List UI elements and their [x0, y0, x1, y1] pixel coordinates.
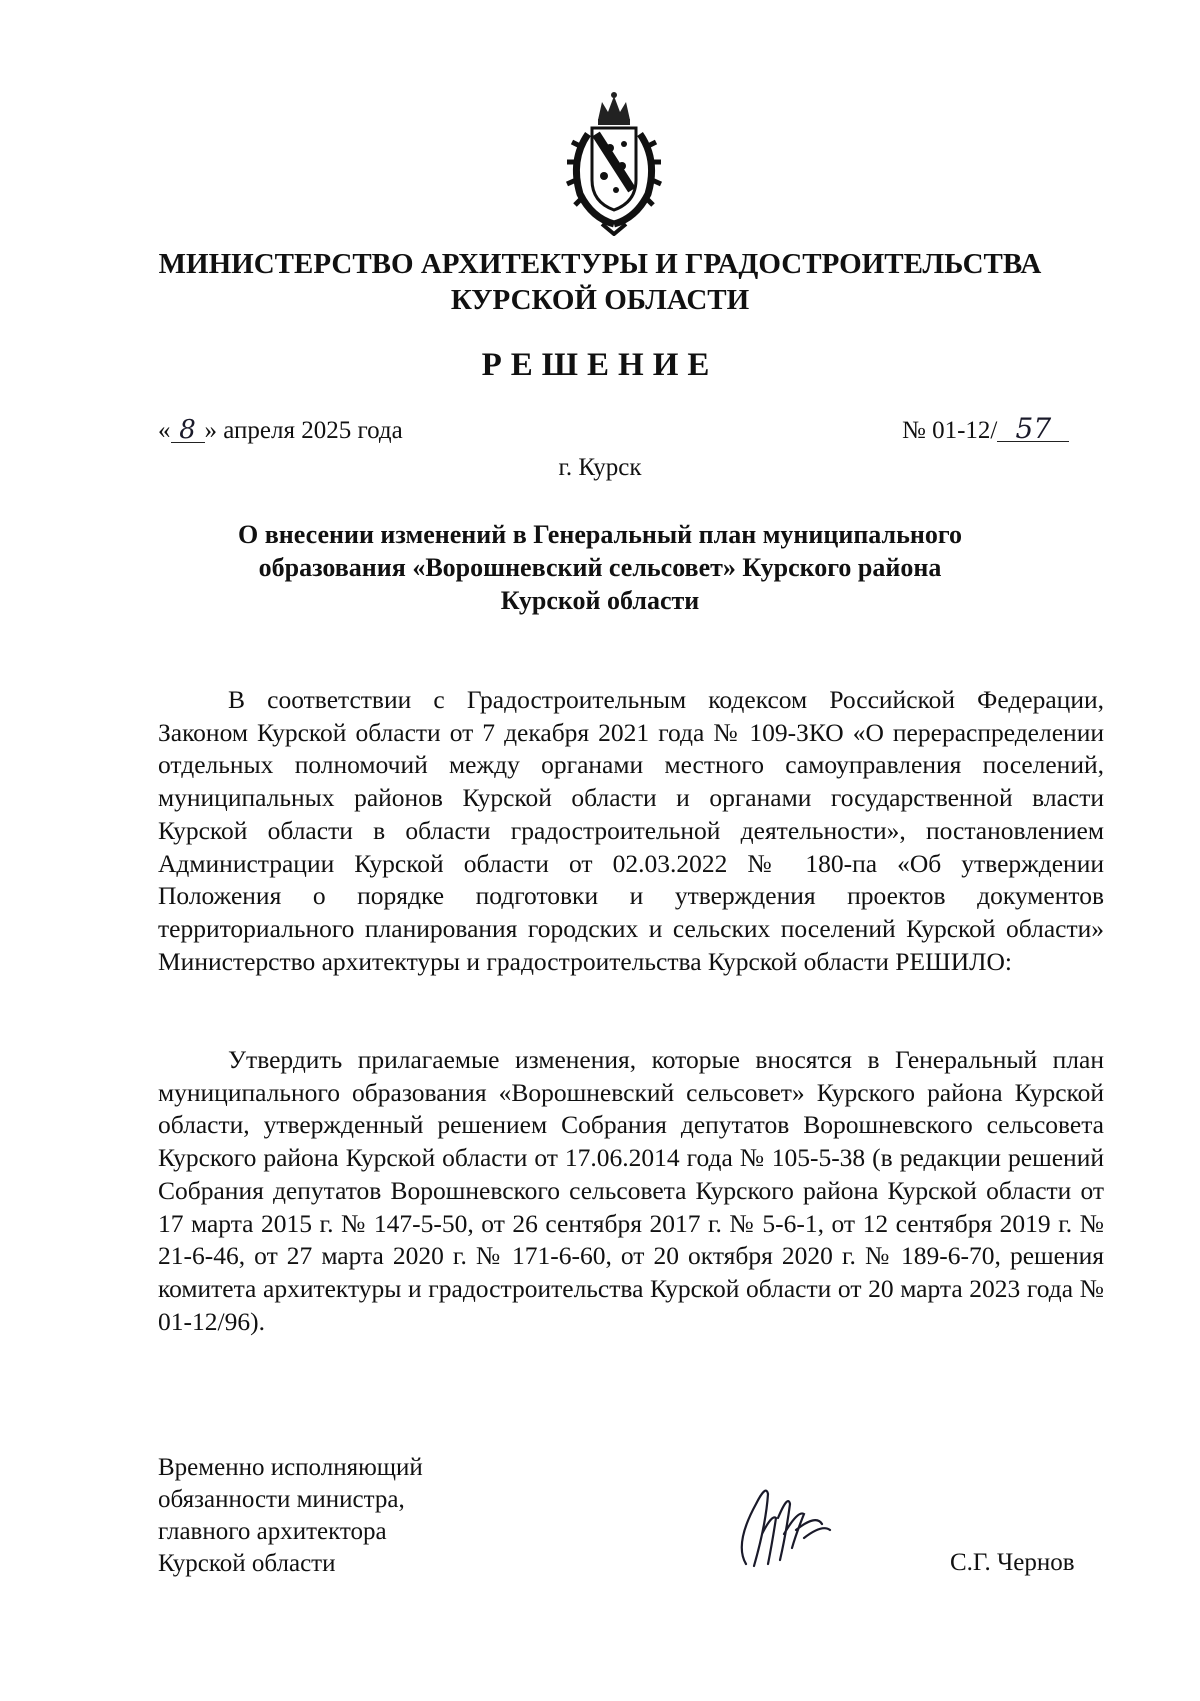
- body-paragraph-2-container: [158, 1044, 1104, 1338]
- position-line1: Временно исполняющий: [158, 1454, 423, 1481]
- signatory-position: [158, 1452, 423, 1580]
- position-line4: Курской области: [158, 1550, 336, 1577]
- subject-line3: Курской области: [500, 586, 700, 615]
- body-paragraph-1: В соответствии с Градостроительным кодексом Российской Федерации, Законом Курской области от 7 декабря 2021 года № 109-ЗКО «О перераспределении отдельных полномочий между органами местного самоуправления поселений, муниципальных районов Курской области и органами государственной власти Курской области в области градостроительной деятельности», постановлением Администрации Курской области от 02.03.2022 № 180-па «Об утверждении Положения о порядке подготовки и утверждения проектов документов территориального планирования городских и сельских поселений Курской области» Министерство архитектуры и градостроительства Курской области РЕШИЛО:: [158, 685, 1104, 976]
- signer-name: С.Г. Чернов: [950, 1549, 1075, 1576]
- date-rest: » апреля 2025 года: [204, 417, 403, 444]
- city: г. Курск: [558, 454, 642, 481]
- number-handwritten: 57: [997, 417, 1069, 442]
- number-prefix: № 01-12/: [902, 417, 998, 444]
- date-day-handwritten: 8: [171, 418, 205, 443]
- subject-line1: О внесении изменений в Генеральный план муниципального: [237, 520, 963, 549]
- body-paragraph-1-container: [158, 684, 1104, 978]
- handwritten-signature-icon: [726, 1474, 846, 1574]
- document-type-title: РЕШЕНИЕ: [481, 347, 719, 383]
- position-line3: главного архитектора: [158, 1518, 387, 1545]
- decision-date: [158, 417, 403, 445]
- date-open-quote: «: [158, 417, 171, 444]
- position-line2: обязанности министра,: [158, 1486, 405, 1513]
- ministry-name-line2: КУРСКОЙ ОБЛАСТИ: [450, 284, 750, 316]
- ministry-name-line1: МИНИСТЕРСТВО АРХИТЕКТУРЫ И ГРАДОСТРОИТЕЛЬСТВА: [158, 248, 1042, 280]
- body-paragraph-2: Утвердить прилагаемые изменения, которые вносятся в Генеральный план муниципального образования «Ворошневский сельсовет» Курского района Курской области, утвержденный решением Собрания депутатов Ворошневского сельсовета Курского района Курской области от 17.06.2014 года № 105-5-38 (в редакции решений Собрания депутатов Ворошневского сельсовета Курского района Курской области от 17 марта 2015 г. № 147-5-50, от 26 сентября 2017 г. № 5-6-1, от 12 сентября 2019 г. № 21-6-46, от 27 марта 2020 г. № 171-6-60, от 20 октября 2020 г. № 189-6-70, решения комитета архитектуры и градостроительства Курской области от 20 марта 2023 года № 01-12/96).: [158, 1045, 1104, 1336]
- subject-line2: образования «Ворошневский сельсовет» Курского района: [258, 553, 942, 582]
- decision-subject: [0, 518, 1200, 617]
- kursk-coat-of-arms-icon: [558, 90, 670, 236]
- decision-number: [902, 412, 1069, 445]
